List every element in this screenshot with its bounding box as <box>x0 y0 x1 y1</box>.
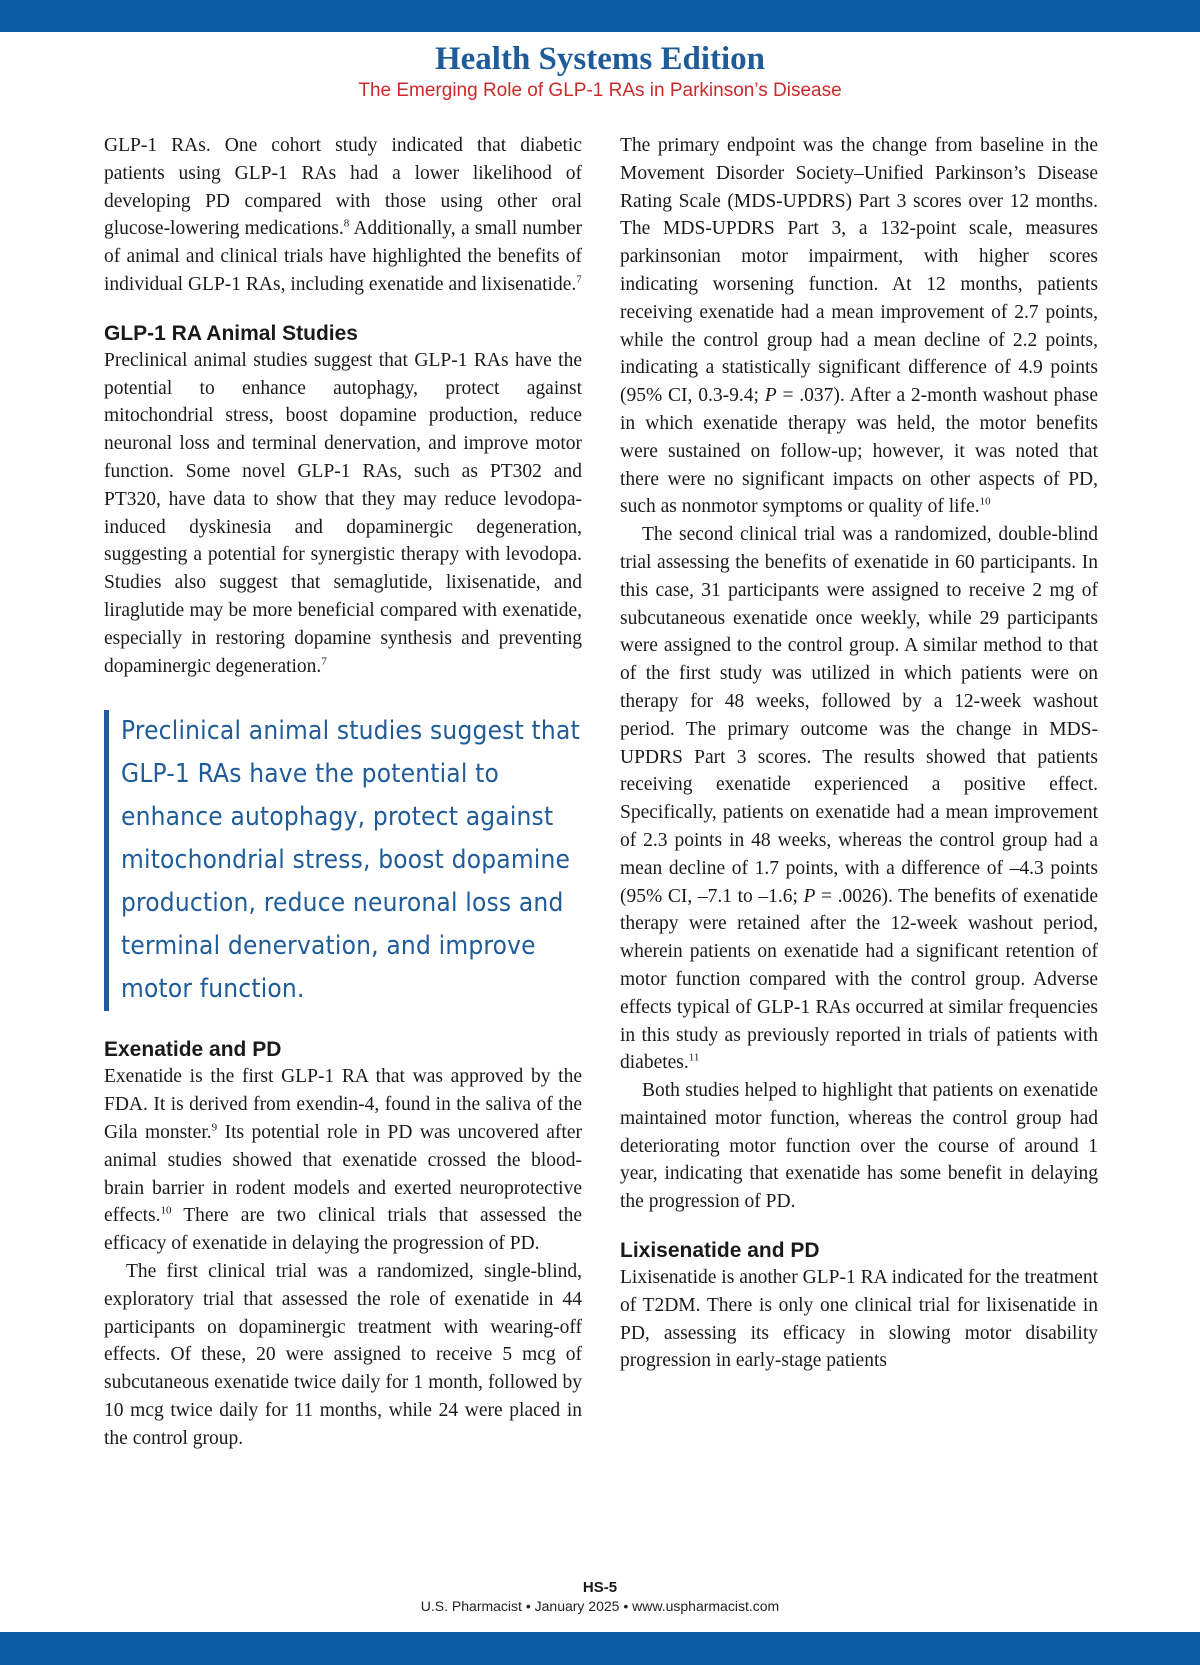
citation-ref: 10 <box>979 495 991 508</box>
paragraph-first-trial: The first clinical trial was a randomized, single-blind, exploratory trial that assessed the role of exenatide in 44 participants on dopaminergic treatment with wearing-off effects. Of these, 20 were assigned to receive 5 mcg of subcutaneous exenatide twice daily for 1 month, followed by 10 mcg twice daily for 11 months, while 24 were placed in the control group. <box>104 1260 582 1449</box>
pull-quote-text: Preclinical animal studies suggest that GLP-1 RAs have the potential to enhance autophagy, protect against mitochondrial stress, boost dopamine production, reduce neuronal loss and terminal denervation, and improve motor function. <box>121 716 580 1005</box>
left-column <box>104 132 582 1453</box>
citation-ref: 10 <box>160 1204 172 1217</box>
paragraph-animal-studies: Preclinical animal studies suggest that GLP-1 RAs have the potential to enhance autophagy, protect against mitochondrial stress, boost dopamine production, reduce neuronal loss and terminal denervation, and improve motor function. Some novel GLP-1 RAs, such as PT302 and PT320, have data to show that they may reduce levodopa-induced dyskinesia and dopaminergic degeneration, suggesting a potential for synergistic therapy with levodopa. Studies also suggest that semaglutide, lixisenatide, and liraglutide may be more beneficial compared with exenatide, especially in restoring dopamine synthesis and preventing dopaminergic degeneration.$^7$ <box>104 349 582 677</box>
page-footer <box>0 1579 1200 1615</box>
paragraph-lixisenatide: Lixisenatide is another GLP-1 RA indicated for the treatment of T2DM. There is only one clinical trial for lixisenatide in PD, assessing its efficacy in slowing motor disability progression in early-stage patients <box>620 1267 1098 1372</box>
article-subtitle: The Emerging Role of GLP-1 RAs in Parkinson’s Disease <box>358 80 842 101</box>
heading-lixisenatide: Lixisenatide and PD <box>620 1239 820 1263</box>
page-number: HS-5 <box>582 1579 618 1596</box>
heading-exenatide: Exenatide and PD <box>104 1038 282 1062</box>
paragraph-second-trial: The second clinical trial was a randomized, double-blind trial assessing the benefits of exenatide in 60 participants. In this case, 31 participants were assigned to receive 2 mg of subcutaneous exenatide once weekly, while 29 participants were assigned to the control group. A similar method to that of the first study was utilized in which patients were on therapy for 48 weeks, followed by a 12-week washout period. The primary outcome was the change in MDS-UPDRS Part 3 scores. The results showed that patients receiving exenatide experienced a positive effect. Specifically, patients on exenatide had a mean improvement of 2.3 points in 48 weeks, whereas the control group had a mean decline of 1.7 points, with a difference of –4.3 points (95% CI, –7.1 to –1.6; P = .0026). The benefits of exenatide therapy were retained after the 12-week washout period, wherein patients on exenatide had a significant retention of motor function compared with the control group. Adverse effects typical of GLP-1 RAs occurred at similar frequencies in this study as previously reported in trials of patients with diabetes.$^{11}$ <box>620 524 1098 1074</box>
citation-ref: 11 <box>688 1051 700 1064</box>
bottom-banner-bar <box>0 1632 1200 1665</box>
citation-ref: 7 <box>321 655 327 668</box>
citation-ref: 7 <box>576 273 582 286</box>
publication-line: U.S. Pharmacist • January 2025 • www.uspharmacist.com <box>420 1598 780 1614</box>
top-banner-bar <box>0 0 1200 32</box>
citation-ref: 8 <box>343 217 350 230</box>
heading-animal-studies: GLP-1 RA Animal Studies <box>104 321 358 345</box>
paragraph-both-studies: Both studies helped to highlight that patients on exenatide maintained motor function, whereas the control group had deteriorating motor function over the course of around 1 year, indicating that exenatide has some benefit in delaying the progression of PD. <box>620 1080 1098 1213</box>
paragraph-exenatide-intro: Exenatide is the first GLP-1 RA that was approved by the FDA. It is derived from exendin-4, found in the saliva of the Gila monster.$^9$ Its potential role in PD was uncovered after animal studies showed that exenatide crossed the blood-brain barrier in rodent models and exerted neuroprotective effects.$^{10}$ There are two clinical trials that assessed the efficacy of exenatide in delaying the progression of PD. <box>104 1066 582 1255</box>
pull-quote <box>104 710 582 1011</box>
edition-title: Health Systems Edition <box>434 41 766 77</box>
citation-ref: 9 <box>211 1121 218 1134</box>
right-column <box>620 132 1098 1375</box>
paragraph-first-trial-results: The primary endpoint was the change from baseline in the Movement Disorder Society–Unified Parkinson’s Disease Rating Scale (MDS-UPDRS) Part 3 scores over 12 months. The MDS-UPDRS Part 3, a 132-point scale, measures parkinsonian motor impairment, with higher scores indicating worsening function. At 12 months, patients receiving exenatide had a mean improvement of 2.7 points, while the control group had a mean decline of 2.2 points, indicating a statistically significant difference of 4.9 points (95% CI, 0.3-9.4; P = .037). After a 2-month washout phase in which exenatide therapy was held, the motor benefits were sustained on follow-up; however, it was noted that there were no significant impacts on other aspects of PD, such as nonmotor symptoms or quality of life.$^{10}$ <box>620 135 1099 518</box>
paragraph-intro: GLP-1 RAs. One cohort study indicated that diabetic patients using GLP-1 RAs had a lower likelihood of developing PD compared with those using other oral glucose-lowering medications.$^8$ Additionally, a small number of animal and clinical trials have highlighted the benefits of individual GLP-1 RAs, including exenatide and lixisenatide.$^7$ <box>104 135 582 295</box>
page-header <box>0 40 1200 103</box>
